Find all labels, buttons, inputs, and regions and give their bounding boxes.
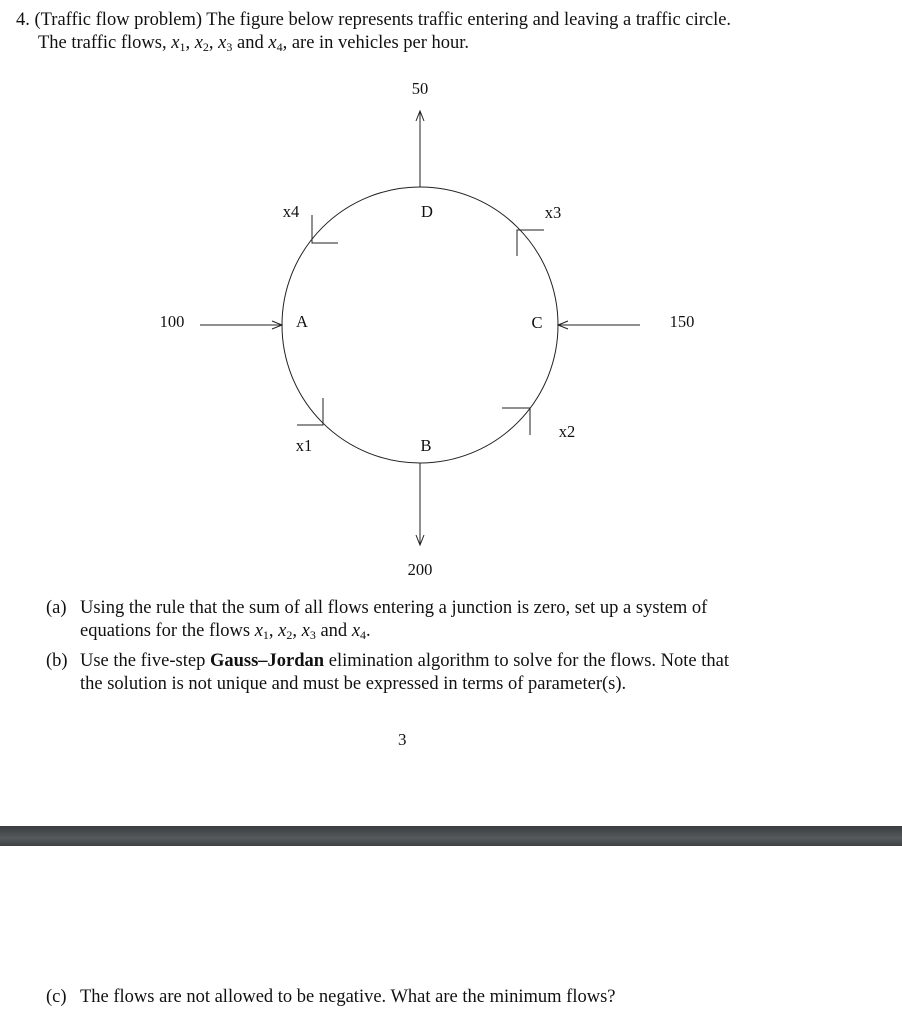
node-c-label: C xyxy=(531,313,543,332)
x2-arrowhead xyxy=(502,408,530,435)
x1-arrowhead xyxy=(297,398,323,425)
x4-arrowhead xyxy=(312,215,338,243)
node-d-label: D xyxy=(421,202,433,221)
problem-heading xyxy=(16,9,886,55)
part-a-line2: equations for the flows $x_1$, $x_2$, $x_3$ and $x_4$. xyxy=(80,621,371,642)
traffic-circle-diagram xyxy=(0,70,902,590)
flow-x2-label: x2 xyxy=(558,422,576,441)
problem-line2: The traffic flows, $x_1$, $x_2$, $x_3$ and $x_4$, are in vehicles per hour. xyxy=(38,33,470,54)
right-flow-value: 150 xyxy=(669,312,695,331)
left-flow-value: 100 xyxy=(159,312,185,331)
part-b-line1: Use the five-step Gauss–Jordan elimination algorithm to solve for the flows. Note that xyxy=(80,651,729,671)
flow-x3-label: x3 xyxy=(544,203,562,222)
flow-x4-label: x4 xyxy=(282,202,300,221)
node-a-label: A xyxy=(296,312,308,331)
part-a-label: (a) xyxy=(46,598,67,618)
part-b-line2: the solution is not unique and must be expressed in terms of parameter(s). xyxy=(80,674,627,694)
page-number: 3 xyxy=(398,730,407,749)
part-c-label: (c) xyxy=(46,987,67,1007)
problem-line1: (Traffic flow problem) The figure below represents traffic entering and leaving a traffic circle. xyxy=(34,10,732,30)
part-a-line1: Using the rule that the sum of all flows entering a junction is zero, set up a system of xyxy=(80,598,708,618)
part-c xyxy=(46,986,846,1009)
part-b-label: (b) xyxy=(46,651,68,671)
part-c-text: The flows are not allowed to be negative. What are the minimum flows? xyxy=(80,987,616,1007)
bottom-flow-value: 200 xyxy=(407,560,433,579)
top-flow-value: 50 xyxy=(411,79,429,98)
flow-x1-label: x1 xyxy=(295,436,313,455)
part-a xyxy=(46,597,846,643)
problem-number: 4. xyxy=(16,10,30,30)
node-b-label: B xyxy=(420,436,432,455)
page-separator xyxy=(0,826,902,846)
gauss-jordan-term: Gauss–Jordan xyxy=(209,651,325,671)
part-b xyxy=(46,650,846,696)
